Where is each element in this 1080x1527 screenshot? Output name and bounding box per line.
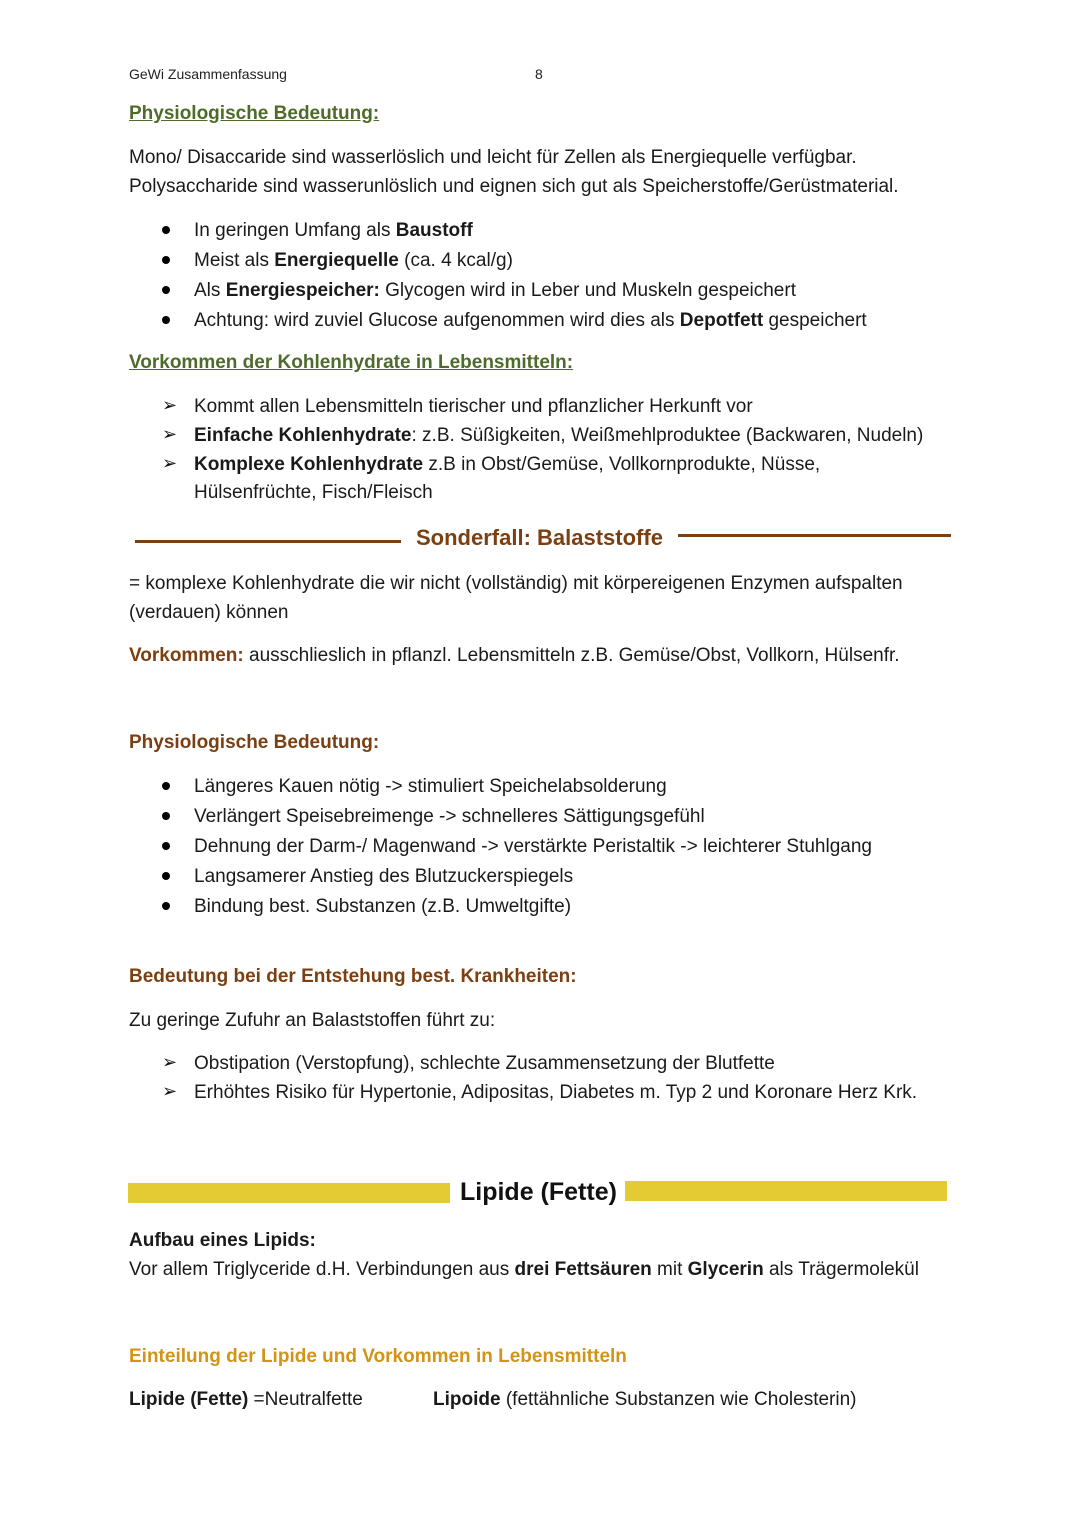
lipide-category-neutralfette: Lipide (Fette) =Neutralfette	[129, 1389, 363, 1410]
list-item: Achtung: wird zuviel Glucose aufgenommen wird dies als Depotfett gespeichert	[194, 310, 867, 331]
bullet-dot-icon	[162, 782, 170, 790]
list-item: In geringen Umfang als Baustoff	[194, 220, 473, 241]
bullet-dot-icon	[162, 316, 170, 324]
list-item: Bindung best. Substanzen (z.B. Umweltgifte)	[194, 896, 572, 917]
list-item: Erhöhtes Risiko für Hypertonie, Adipositas, Diabetes m. Typ 2 und Koronare Herz Krk.	[194, 1082, 918, 1103]
definition-balaststoffe-line2: (verdauen) können	[129, 602, 289, 623]
arrow-bullet-icon: ➢	[162, 395, 178, 416]
yellow-band-right	[625, 1181, 947, 1201]
lipide-category-lipoide: Lipoide (fettähnliche Substanzen wie Cholesterin)	[433, 1389, 857, 1410]
section-heading-physiologische-bedeutung: Physiologische Bedeutung:	[129, 103, 380, 124]
list-item: Dehnung der Darm-/ Magenwand -> verstärkte Peristaltik -> leichterer Stuhlgang	[194, 836, 872, 857]
arrow-bullet-icon: ➢	[162, 1081, 178, 1102]
arrow-bullet-icon: ➢	[162, 453, 178, 474]
bullet-dot-icon	[162, 872, 170, 880]
bullet-dot-icon	[162, 286, 170, 294]
subheading-krankheiten: Bedeutung bei der Entstehung best. Krankheiten:	[129, 966, 577, 987]
list-item: Komplexe Kohlenhydrate z.B in Obst/Gemüse, Vollkornprodukte, Nüsse,	[194, 454, 821, 475]
arrow-bullet-icon: ➢	[162, 1052, 178, 1073]
subheading-physiologische-bedeutung: Physiologische Bedeutung:	[129, 732, 380, 753]
bullet-dot-icon	[162, 902, 170, 910]
vorkommen-balaststoffe: Vorkommen: ausschlieslich in pflanzl. Lebensmitteln z.B. Gemüse/Obst, Vollkorn, Hülsenfr.	[129, 645, 900, 666]
definition-balaststoffe-line1: = komplexe Kohlenhydrate die wir nicht (vollständig) mit körpereigenen Enzymen aufspalten	[129, 573, 903, 594]
list-item: Obstipation (Verstopfung), schlechte Zusammensetzung der Blutfette	[194, 1053, 775, 1074]
page-number: 8	[535, 66, 543, 82]
list-item: Einfache Kohlenhydrate: z.B. Süßigkeiten, Weißmehlprodukte​e (Backwaren, Nudeln)	[194, 425, 924, 446]
list-item: Kommt allen Lebensmitteln tierischer und pflanzlicher Herkunft vor	[194, 396, 753, 417]
yellow-band-left	[128, 1183, 450, 1203]
document-title: GeWi Zusammenfassung	[129, 66, 287, 82]
subheading-einteilung-lipide: Einteilung der Lipide und Vorkommen in Lebensmitteln	[129, 1346, 627, 1367]
bullet-dot-icon	[162, 842, 170, 850]
list-item: Langsamerer Anstieg des Blutzuckerspiegels	[194, 866, 574, 887]
section-heading-vorkommen-kohlenhydrate: Vorkommen der Kohlenhydrate in Lebensmitteln:	[129, 352, 574, 373]
paragraph-polysaccharide: Polysaccharide sind wasserunlöslich und eignen sich gut als Speicherstoffe/Gerüstmaterial.	[129, 176, 899, 197]
paragraph-mono-disaccaride: Mono/ Disaccaride sind wasserlöslich und leicht für Zellen als Energiequelle verfügbar.	[129, 147, 857, 168]
arrow-bullet-icon: ➢	[162, 424, 178, 445]
list-item: Als Energiespeicher: Glycogen wird in Leber und Muskeln gespeichert	[194, 280, 796, 301]
bullet-dot-icon	[162, 256, 170, 264]
aufbau-lipid-text: Vor allem Triglyceride d.H. Verbindungen aus drei Fettsäuren mit Glycerin als Trägermolekül	[129, 1259, 919, 1280]
list-item: Meist als Energiequelle (ca. 4 kcal/g)	[194, 250, 513, 271]
krankheiten-intro: Zu geringe Zufuhr an Balaststoffen führt zu:	[129, 1010, 496, 1031]
list-item-continuation: Hülsenfrüchte, Fisch/Fleisch	[194, 482, 433, 503]
list-item: Längeres Kauen nötig -> stimuliert Speichelabsolderung	[194, 776, 667, 797]
bullet-dot-icon	[162, 812, 170, 820]
subheading-aufbau-lipid: Aufbau eines Lipids:	[129, 1230, 316, 1251]
list-item: Verlängert Speisebreimenge -> schnelleres Sättigungsgefühl	[194, 806, 705, 827]
section-title-sonderfall-balaststoffe: Sonderfall: Balaststoffe	[416, 525, 663, 550]
bullet-dot-icon	[162, 226, 170, 234]
divider-line-left	[135, 540, 401, 543]
divider-line-right	[678, 534, 951, 537]
section-title-lipide: Lipide (Fette)	[460, 1178, 617, 1206]
